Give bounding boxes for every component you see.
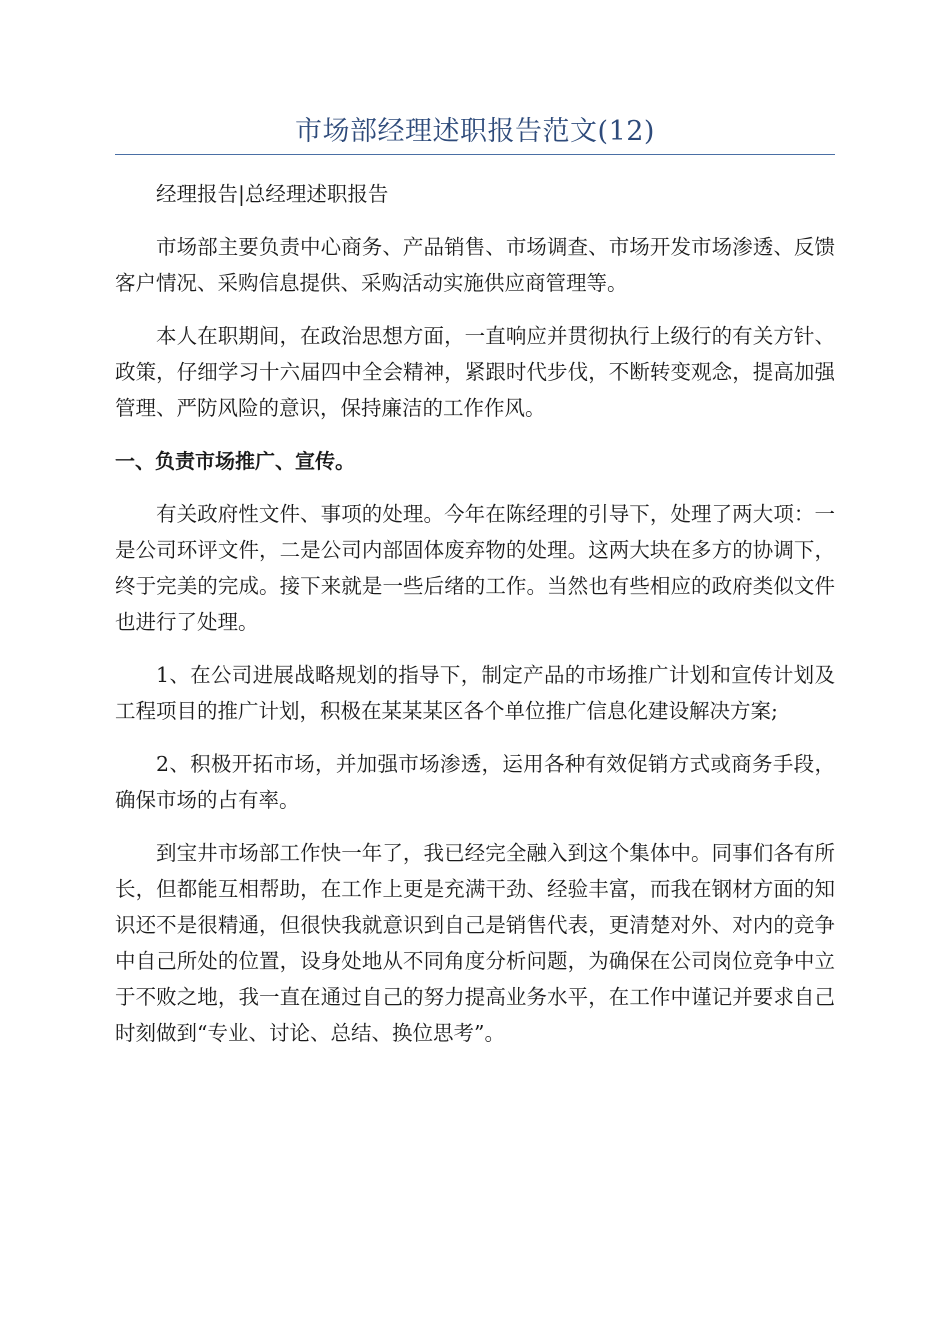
document-body [115, 176, 835, 1068]
section-heading-marketing: 一、负责市场推广、宣传。 [115, 449, 355, 473]
paragraph-item-1: 1、在公司进展战略规划的指导下，制定产品的市场推广计划和宣传计划及工程项目的推广计划，积极在某某某区各个单位推广信息化建设解决方案; [115, 663, 835, 723]
paragraph-responsibilities: 市场部主要负责中心商务、产品销售、市场调查、市场开发市场渗透、反馈客户情况、采购信息提供、采购活动实施供应商管理等。 [115, 235, 835, 295]
category-line: 经理报告|总经理述职报告 [156, 182, 389, 206]
document-title: 市场部经理述职报告范文(12) [295, 116, 655, 147]
paragraph-government-documents: 有关政府性文件、事项的处理。今年在陈经理的引导下，处理了两大项：一是公司环评文件，二是公司内部固体废弃物的处理。这两大块在多方的协调下，终于完美的完成。接下来就是一些后绪的工作。当然也有些相应的政府类似文件也进行了处理。 [115, 502, 835, 634]
paragraph-political-thought: 本人在职期间，在政治思想方面，一直响应并贯彻执行上级行的有关方针、政策，仔细学习十六届四中全会精神，紧跟时代步伐，不断转变观念，提高加强管理、严防风险的意识，保持廉洁的工作作风。 [115, 324, 835, 420]
paragraph-work-experience: 到宝井市场部工作快一年了，我已经完全融入到这个集体中。同事们各有所长，但都能互相帮助，在工作上更是充满干劲、经验丰富，而我在钢材方面的知识还不是很精通，但很快我就意识到自己是销售代表，更清楚对外、对内的竞争中自己所处的位置，设身处地从不同角度分析问题，为确保在公司岗位竞争中立于不败之地，我一直在通过自己的努力提高业务水平，在工作中谨记并要求自己时刻做到“专业、讨论、总结、换位思考”。 [115, 841, 835, 1045]
paragraph-item-2: 2、积极开拓市场，并加强市场渗透，运用各种有效促销方式或商务手段，确保市场的占有率。 [115, 752, 835, 812]
title-underline [115, 154, 835, 155]
